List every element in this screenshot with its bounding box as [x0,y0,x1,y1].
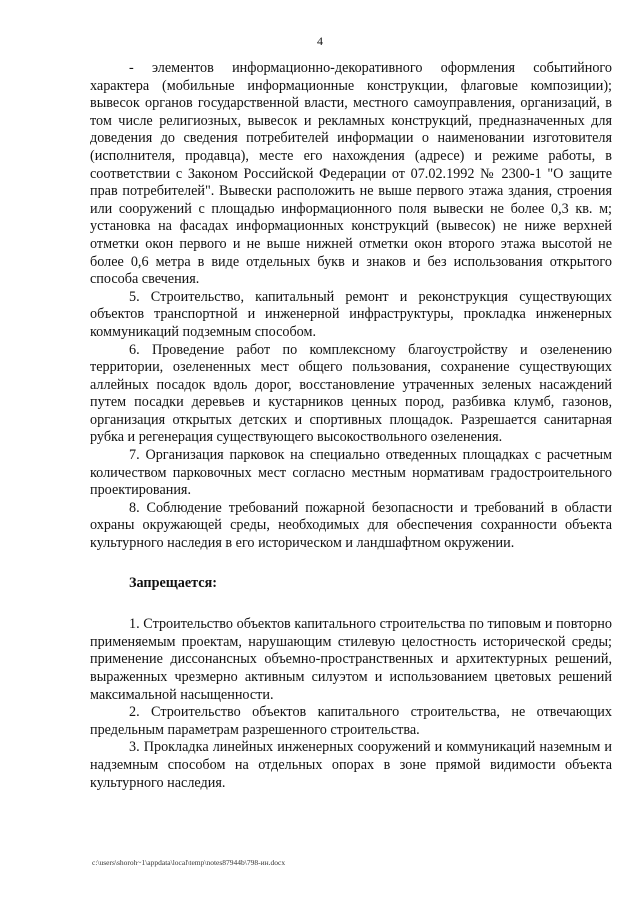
prohibited-item-1: 1. Строительство объектов капитального строительства по типовым и повторно применяемым проектам, нарушающим стилевую целостность исторической среды; применение диссонансных объемно-пространственных и архитектурных решений, выраженных чрезмерно активным силуэтом и использованием цветовых решений максимальной насыщенности. [90,616,612,703]
prohibited-item-2: 2. Строительство объектов капитального строительства, не отвечающих предельным параметрам разрешенного строительства. [90,704,612,738]
paragraph-item-6: 6. Проведение работ по комплексному благоустройству и озеленению территории, озелененных мест общего пользования, сохранение существующих аллейных посадок вдоль дорог, восстановление утраченных зеленых насаждений путем посадки деревьев и кустарников ценных пород, разбивка клумб, газонов, организация открытых детских и спортивных площадок. Разрешается санитарная рубка и регенерация существующего высокоствольного озеленения. [90,341,612,446]
footer-file-path: c:\users\shoroh~1\appdata\local\temp\notes87944b\798-ин.docx [92,858,286,867]
paragraph-item-8: 8. Соблюдение требований пожарной безопасности и требований в области охраны окружающей среды, необходимых для обеспечения сохранности объекта культурного наследия в его историческом и ландшафтном окружении. [90,499,612,552]
page-number: 4 [317,34,323,48]
prohibited-item-3: 3. Прокладка линейных инженерных сооружений и коммуникаций наземным и надземным способом на отдельных опорах в зоне прямой видимости объекта культурного наследия. [90,739,612,791]
document-body [90,60,612,792]
paragraph-item-5: 5. Строительство, капитальный ремонт и реконструкция существующих объектов транспортной и инженерной инфраструктуры, прокладка инженерных коммуникаций подземным способом. [90,288,612,340]
paragraph-signage: - элементов информационно-декоративного оформления событийного характера (мобильные информационные конструкции, флаговые композиции); вывесок органов государственной власти, местного самоуправления, организаций, в том числе религиозных, вывесок и рекламных конструкций, предназначенных для доведения до сведения потребителей информации о наименовании изготовителя (исполнителя, продавца), месте его нахождения (адресе) и режиме работы, в соответствии с Законом Российской Федерации от 07.02.1992 № 2300-1 "О защите прав потребителей". Вывески расположить не выше первого этажа здания, строения или сооружений с площадью информационного поля вывески не более 0,3 кв. м; установка на фасадах информационных конструкций (вывесок) не ниже верхней отметки окон первого и не выше нижней отметки окон второго этажа высотой не более 0,6 метра в виде отдельных букв и знаков и без использования открытого способа свечения. [90,60,612,288]
paragraph-item-7: 7. Организация парковок на специально отведенных площадках с расчетным количеством парковочных мест согласно местным нормативам градостроительного проектирования. [90,447,612,499]
section-heading-prohibited: Запрещается: [129,574,217,591]
